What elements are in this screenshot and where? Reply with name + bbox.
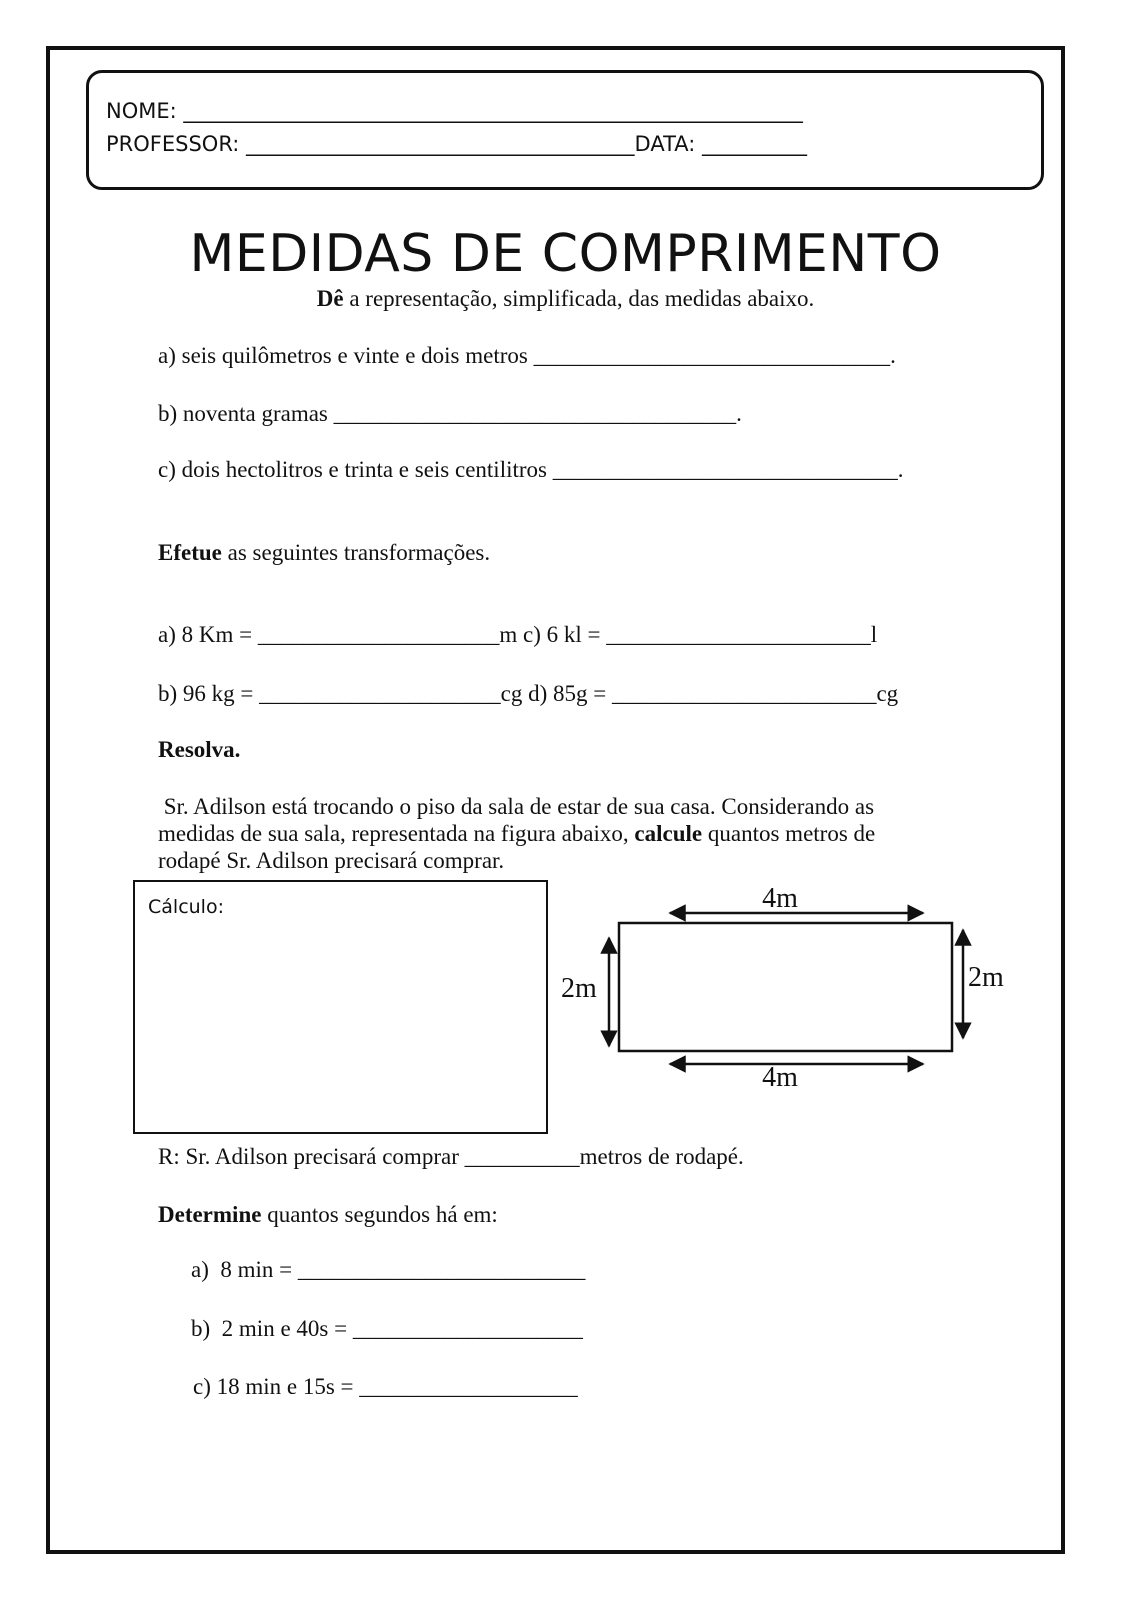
date-label: DATA: — [634, 132, 703, 156]
room-diagram — [555, 880, 1005, 1110]
problem-line-3: rodapé Sr. Adilson precisará comprar. — [158, 848, 505, 873]
name-field[interactable] — [106, 101, 803, 122]
seconds-item-a[interactable]: a) 8 min = _________________________ — [191, 1257, 586, 1282]
conversion-row-2[interactable]: b) 96 kg = _____________________cg d) 85g = _______________________cg — [158, 681, 899, 706]
teacher-label: PROFESSOR: — [106, 132, 247, 156]
name-line[interactable]: ___________________________________________________________ — [183, 99, 803, 123]
section2-instruction: Efetue as seguintes transformações. — [158, 540, 491, 565]
problem-line-2: medidas de sua sala, representada na figura abaixo, calcule quantos metros de — [158, 821, 876, 846]
student-info-box — [86, 70, 1044, 190]
section1-instruction: Dê a representação, simplificada, das medidas abaixo. — [316, 286, 815, 311]
bottom-dimension-label: 4m — [762, 1062, 798, 1093]
left-dimension-label: 2m — [561, 973, 597, 1004]
conversion-row-1[interactable]: a) 8 Km = _____________________m c) 6 kl = _______________________l — [158, 622, 878, 647]
name-label: NOME: — [106, 99, 184, 123]
seconds-item-c[interactable]: c) 18 min e 15s = ___________________ — [193, 1374, 578, 1399]
calculation-box[interactable] — [133, 880, 548, 1134]
calculation-label: Cálculo: — [148, 896, 224, 918]
answer-line[interactable]: R: Sr. Adilson precisará comprar __________metros de rodapé. — [158, 1144, 744, 1169]
section3-heading: Resolva. — [158, 737, 241, 762]
section1-item-a[interactable]: a) seis quilômetros e vinte e dois metros _______________________________. — [158, 343, 896, 368]
page-title: MEDIDAS DE COMPRIMENTO — [189, 224, 942, 284]
problem-line-1: Sr. Adilson está trocando o piso da sala de estar de sua casa. Considerando as — [158, 794, 875, 819]
seconds-item-b[interactable]: b) 2 min e 40s = ____________________ — [191, 1316, 583, 1341]
right-dimension-label: 2m — [968, 962, 1004, 993]
date-line[interactable]: __________ — [702, 132, 808, 156]
teacher-date-field[interactable] — [106, 134, 807, 155]
section4-instruction: Determine quantos segundos há em: — [158, 1202, 498, 1227]
section1-item-c[interactable]: c) dois hectolitros e trinta e seis centilitros ______________________________. — [158, 457, 904, 482]
room-rectangle — [619, 923, 952, 1051]
top-dimension-label: 4m — [762, 883, 798, 914]
teacher-line[interactable]: _____________________________________ — [246, 132, 635, 156]
section1-item-b[interactable]: b) noventa gramas ___________________________________. — [158, 401, 742, 426]
